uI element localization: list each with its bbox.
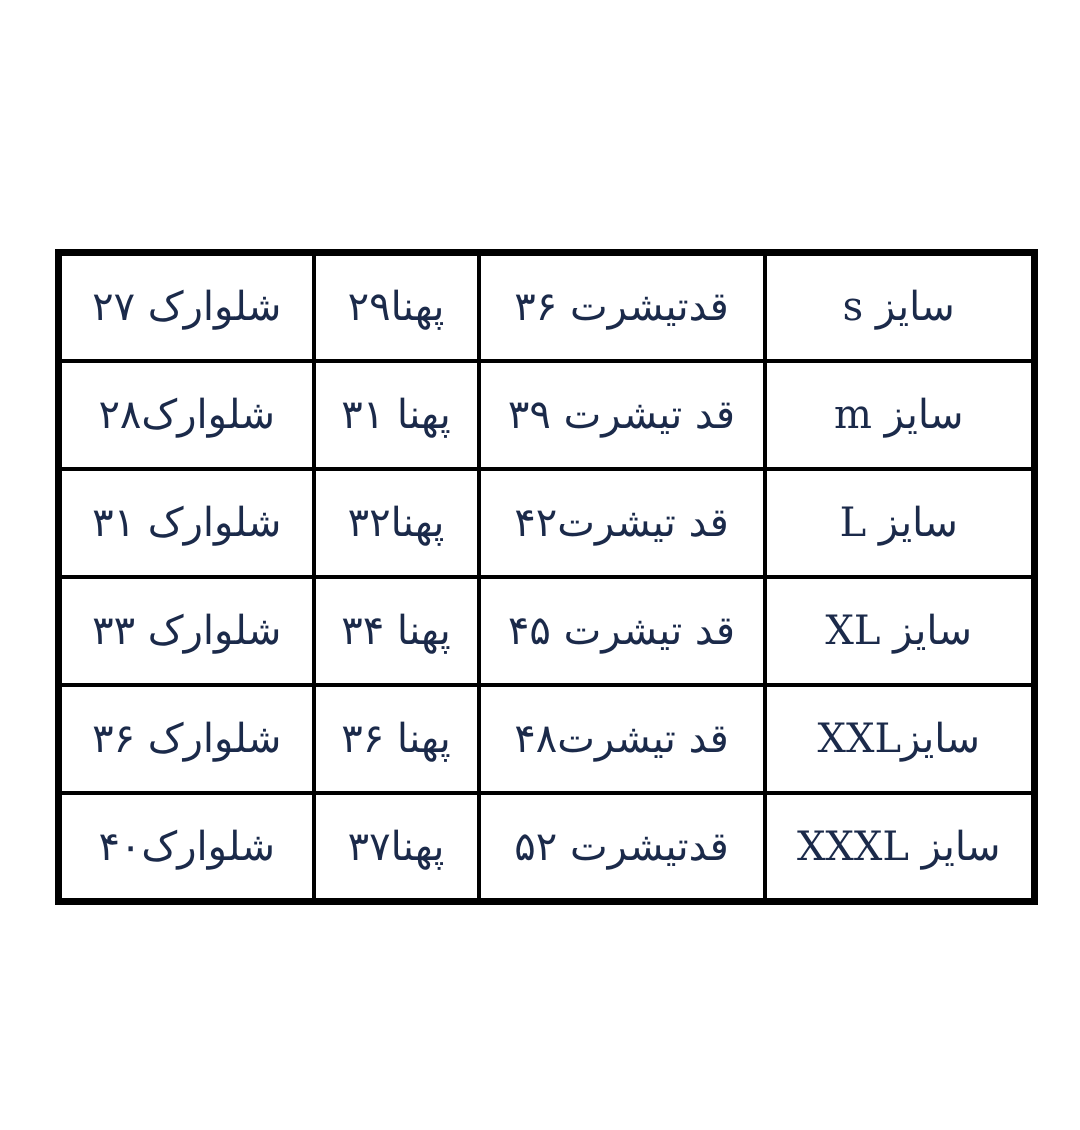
size-label-cell: سایز XL — [765, 577, 1035, 685]
shirt-length-cell: قدتیشرت ۳۶ — [479, 253, 765, 361]
table-row — [59, 469, 1035, 577]
short-length-cell: شلوارک ۳۳ — [59, 577, 314, 685]
size-label-cell: سایز XXXL — [765, 793, 1035, 901]
shirt-length-cell: قد تیشرت۴۸ — [479, 685, 765, 793]
shirt-length-cell: قد تیشرت۴۲ — [479, 469, 765, 577]
shirt-length-cell: قدتیشرت ۵۲ — [479, 793, 765, 901]
table-row — [59, 253, 1035, 361]
table-row — [59, 361, 1035, 469]
width-cell: پهنا۲۹ — [314, 253, 479, 361]
width-cell: پهنا ۳۶ — [314, 685, 479, 793]
width-cell: پهنا۳۷ — [314, 793, 479, 901]
width-cell: پهنا ۳۴ — [314, 577, 479, 685]
short-length-cell: شلوارک ۲۷ — [59, 253, 314, 361]
table-row — [59, 793, 1035, 901]
table-row — [59, 577, 1035, 685]
short-length-cell: شلوارک۴۰ — [59, 793, 314, 901]
shirt-length-cell: قد تیشرت ۳۹ — [479, 361, 765, 469]
width-cell: پهنا۳۲ — [314, 469, 479, 577]
size-label-cell: سایز s — [765, 253, 1035, 361]
width-cell: پهنا ۳۱ — [314, 361, 479, 469]
shirt-length-cell: قد تیشرت ۴۵ — [479, 577, 765, 685]
short-length-cell: شلوارک۲۸ — [59, 361, 314, 469]
short-length-cell: شلوارک ۳۱ — [59, 469, 314, 577]
table-row — [59, 685, 1035, 793]
size-label-cell: سایز L — [765, 469, 1035, 577]
size-label-cell: سایزXXL — [765, 685, 1035, 793]
size-label-cell: سایز m — [765, 361, 1035, 469]
size-chart-table — [55, 249, 1038, 905]
short-length-cell: شلوارک ۳۶ — [59, 685, 314, 793]
